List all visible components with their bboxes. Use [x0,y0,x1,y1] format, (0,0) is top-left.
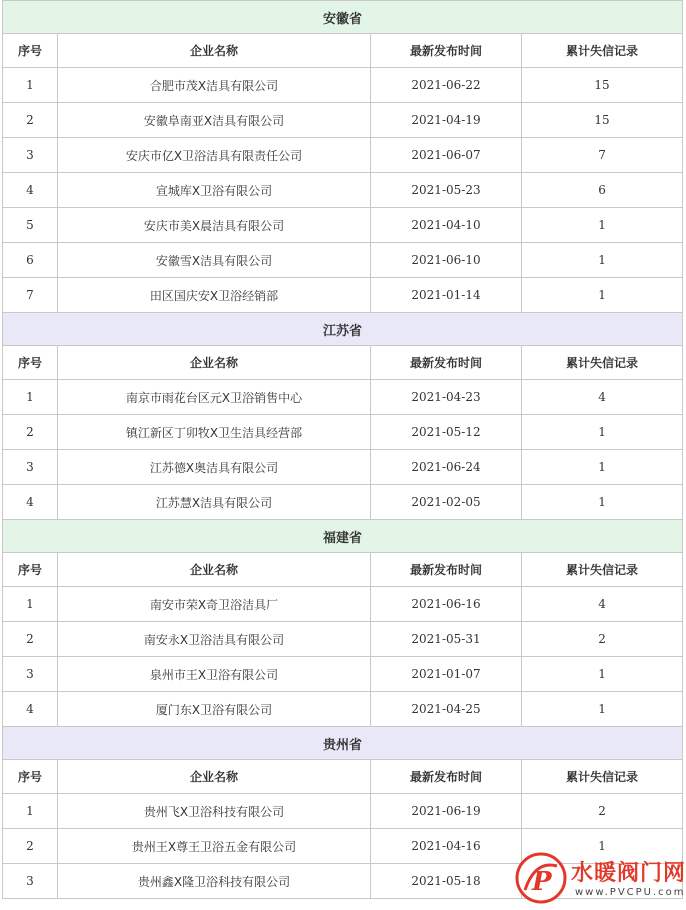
watermark-url: www.PVCPU.com [575,887,686,898]
column-header: 企业名称 [58,346,371,380]
table-row [3,450,683,485]
watermark-name: 水暖阀门网 [571,861,686,886]
row-index: 1 [3,380,58,415]
province-name: 江苏省 [3,313,683,346]
record-count: 2 [522,794,683,829]
record-count: 15 [522,68,683,103]
province-name: 贵州省 [3,727,683,760]
table-row [3,103,683,138]
company-name: 江苏德X奥洁具有限公司 [58,450,371,485]
publish-date: 2021-06-16 [371,587,522,622]
row-index: 2 [3,829,58,864]
company-name: 安庆市亿X卫浴洁具有限责任公司 [58,138,371,173]
company-name: 镇江新区丁卯牧X卫生洁具经营部 [58,415,371,450]
record-count: 1 [522,278,683,313]
table-row [3,692,683,727]
svg-text:P: P [532,867,552,897]
publish-date: 2021-06-07 [371,138,522,173]
publish-date: 2021-05-18 [371,864,522,899]
row-index: 1 [3,587,58,622]
publish-date: 2021-05-31 [371,622,522,657]
record-count: 15 [522,103,683,138]
table-row [3,485,683,520]
province-name: 福建省 [3,520,683,553]
record-count: 1 [522,450,683,485]
column-header: 累计失信记录 [522,553,683,587]
table-row [3,380,683,415]
column-header: 最新发布时间 [371,346,522,380]
publish-date: 2021-01-07 [371,657,522,692]
column-header-row [3,553,683,587]
column-header: 最新发布时间 [371,34,522,68]
company-name: 安徽雪X洁具有限公司 [58,243,371,278]
column-header: 最新发布时间 [371,553,522,587]
province-name: 安徽省 [3,1,683,34]
row-index: 2 [3,622,58,657]
company-name: 贵州王X尊王卫浴五金有限公司 [58,829,371,864]
record-count: 1 [522,208,683,243]
publish-date: 2021-04-16 [371,829,522,864]
record-count: 4 [522,587,683,622]
record-count: 1 [522,243,683,278]
publish-date: 2021-06-19 [371,794,522,829]
column-header-row [3,760,683,794]
row-index: 6 [3,243,58,278]
site-watermark [515,850,685,908]
column-header: 序号 [3,346,58,380]
company-name: 安徽阜南亚X洁具有限公司 [58,103,371,138]
table-row [3,415,683,450]
publish-date: 2021-01-14 [371,278,522,313]
table-row [3,173,683,208]
column-header-row [3,34,683,68]
column-header: 累计失信记录 [522,346,683,380]
table-row [3,138,683,173]
province-header-row [3,313,683,346]
record-count: 1 [522,485,683,520]
record-count: 1 [522,692,683,727]
row-index: 3 [3,657,58,692]
row-index: 3 [3,138,58,173]
column-header: 最新发布时间 [371,760,522,794]
publish-date: 2021-05-12 [371,415,522,450]
publish-date: 2021-06-10 [371,243,522,278]
table-row [3,657,683,692]
row-index: 4 [3,173,58,208]
company-name: 南安市荣X奇卫浴洁具厂 [58,587,371,622]
column-header: 企业名称 [58,553,371,587]
dishonesty-table [2,0,683,899]
publish-date: 2021-04-23 [371,380,522,415]
row-index: 1 [3,68,58,103]
column-header: 企业名称 [58,34,371,68]
publish-date: 2021-04-10 [371,208,522,243]
table-row [3,208,683,243]
row-index: 1 [3,794,58,829]
column-header: 累计失信记录 [522,760,683,794]
province-header-row [3,1,683,34]
row-index: 5 [3,208,58,243]
record-count: 1 [522,829,683,864]
column-header: 序号 [3,34,58,68]
publish-date: 2021-04-19 [371,103,522,138]
table-row [3,243,683,278]
table-body [3,1,683,899]
publish-date: 2021-05-23 [371,173,522,208]
company-name: 贵州飞X卫浴科技有限公司 [58,794,371,829]
record-count: 2 [522,622,683,657]
table-row [3,622,683,657]
row-index: 2 [3,103,58,138]
record-count: 7 [522,138,683,173]
row-index: 3 [3,450,58,485]
company-name: 江苏慧X洁具有限公司 [58,485,371,520]
table-row [3,587,683,622]
table-row [3,794,683,829]
company-name: 贵州鑫X隆卫浴科技有限公司 [58,864,371,899]
row-index: 7 [3,278,58,313]
company-name: 合肥市茂X洁具有限公司 [58,68,371,103]
publish-date: 2021-04-25 [371,692,522,727]
province-header-row [3,520,683,553]
row-index: 4 [3,692,58,727]
column-header: 序号 [3,553,58,587]
row-index: 2 [3,415,58,450]
column-header-row [3,346,683,380]
publish-date: 2021-06-24 [371,450,522,485]
company-name: 安庆市美X晨洁具有限公司 [58,208,371,243]
publish-date: 2021-06-22 [371,68,522,103]
record-count: 1 [522,415,683,450]
record-count: 6 [522,173,683,208]
column-header: 企业名称 [58,760,371,794]
row-index: 3 [3,864,58,899]
watermark-logo-icon [515,852,567,904]
company-name: 宣城库X卫浴有限公司 [58,173,371,208]
company-name: 南安永X卫浴洁具有限公司 [58,622,371,657]
company-name: 田区国庆安X卫浴经销部 [58,278,371,313]
table-row [3,278,683,313]
company-name: 厦门东X卫浴有限公司 [58,692,371,727]
company-name: 泉州市王X卫浴有限公司 [58,657,371,692]
record-count: 4 [522,380,683,415]
column-header: 序号 [3,760,58,794]
table-row [3,68,683,103]
publish-date: 2021-02-05 [371,485,522,520]
province-header-row [3,727,683,760]
row-index: 4 [3,485,58,520]
company-name: 南京市雨花台区元X卫浴销售中心 [58,380,371,415]
column-header: 累计失信记录 [522,34,683,68]
record-count: 1 [522,657,683,692]
